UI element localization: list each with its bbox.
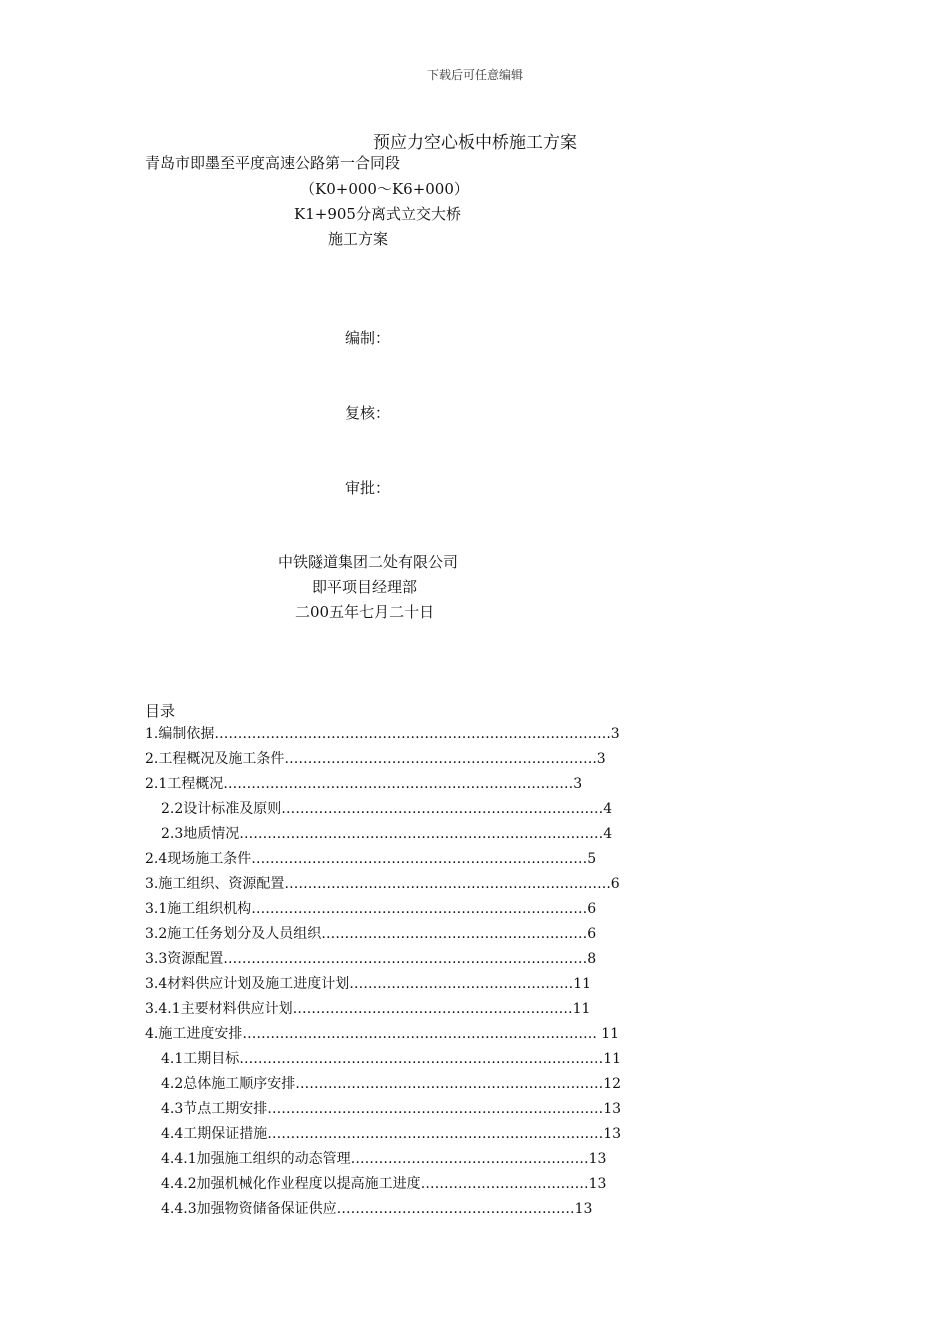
- toc-item[interactable]: 3.3资源配置……………………………………………………………………8: [145, 951, 597, 967]
- toc-item[interactable]: 3.2施工任务划分及人员组织…………………………………………………6: [145, 926, 597, 942]
- toc-item[interactable]: 4.4.2加强机械化作业程度以提高施工进度………………………………13: [161, 1176, 607, 1192]
- project-line-4: 施工方案: [328, 230, 389, 248]
- toc-item[interactable]: 2.工程概况及施工条件………………………………………………………….3: [145, 751, 606, 767]
- toc-item[interactable]: 4.4.3加强物资储备保证供应……………………………………………13: [161, 1201, 593, 1217]
- department-name: 即平项目经理部: [312, 578, 418, 596]
- toc-item[interactable]: 4.2总体施工顺序安排…………………………………………………………12: [161, 1076, 622, 1092]
- toc-item[interactable]: 3.4材料供应计划及施工进度计划…………………………………………11: [145, 976, 592, 992]
- project-line-2: （K0+000～K6+000）: [300, 180, 469, 198]
- company-name: 中铁隧道集团二处有限公司: [278, 553, 459, 571]
- approved-by-label: 审批：: [345, 479, 391, 497]
- toc-item[interactable]: 2.1工程概况…………………………………………………………………3: [145, 776, 583, 792]
- compiled-by-label: 编制：: [345, 329, 391, 347]
- toc-item[interactable]: 2.2设计标准及原则……………………………………………………………4: [161, 801, 613, 817]
- toc-item[interactable]: 4.施工进度安排…………………………………………………………………. 11: [145, 1026, 620, 1042]
- toc-item[interactable]: 4.4.1加强施工组织的动态管理……………………………………………13: [161, 1151, 607, 1167]
- toc-item[interactable]: 3.4.1主要材料供应计划……………………………………………………11: [145, 1001, 591, 1017]
- toc-item[interactable]: 2.3地质情况……………………………………………………………………4: [161, 826, 613, 842]
- toc-item[interactable]: 3.1施工组织机构………………………………………………………………6: [145, 901, 597, 917]
- reviewed-by-label: 复核：: [345, 404, 391, 422]
- toc-heading: 目录: [145, 702, 176, 720]
- document-title: 预应力空心板中桥施工方案: [373, 133, 577, 153]
- toc-item[interactable]: 2.4现场施工条件………………………………………………………………5: [145, 851, 597, 867]
- toc-item[interactable]: 4.1工期目标……………………………………………………………………11: [161, 1051, 622, 1067]
- header-note: 下载后可任意编辑: [426, 68, 523, 82]
- project-line-1: 青岛市即墨至平度高速公路第一合同段: [145, 154, 401, 172]
- toc-item[interactable]: 1.编制依据………………………………………………………………………….3: [145, 726, 620, 742]
- toc-item[interactable]: 4.3节点工期安排………………………………………………………………13: [161, 1101, 622, 1117]
- project-line-3: K1+905分离式立交大桥: [294, 205, 461, 223]
- document-date: 二00五年七月二十日: [295, 603, 435, 621]
- toc-item[interactable]: 3.施工组织、资源配置…………………………………………………………….6: [145, 876, 620, 892]
- toc-item[interactable]: 4.4工期保证措施………………………………………………………………13: [161, 1126, 622, 1142]
